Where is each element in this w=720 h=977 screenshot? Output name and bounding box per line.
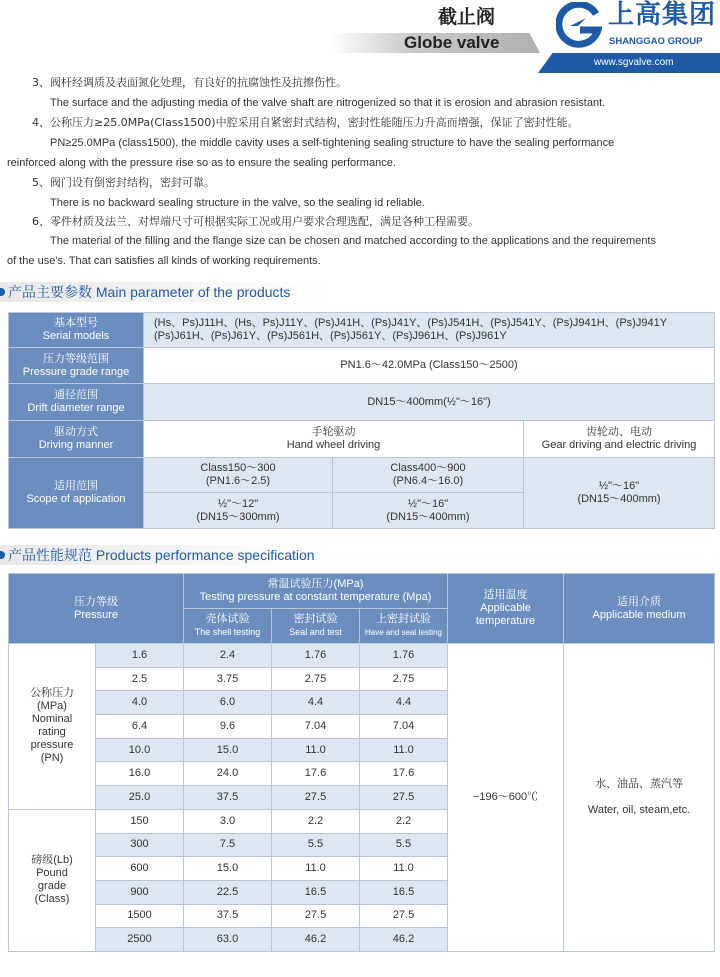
cell: 17.6 (360, 762, 448, 786)
cell: 2.4 (184, 644, 272, 668)
cell: 7.04 (360, 715, 448, 739)
serial-models: (Hs、Ps)J11H、(Hs、Ps)J11Y、(Ps)J41H、(Ps)J41Y、(Ps)J541H、(Ps)J541Y、(Ps)J941H、(Ps)J941Y (Ps)J61H、(Ps)J61Y、(Ps)J561H、(Ps)J561Y、(Ps)J961H、(Ps)J961Y (144, 313, 715, 348)
header-seal: 密封试验 Seal and test (272, 609, 360, 644)
website-url: www.sgvalve.com (594, 57, 674, 68)
shanggao-logo-icon (556, 2, 602, 48)
cell: 46.2 (360, 928, 448, 952)
header-medium: 适用介质 Applicable medium (564, 574, 715, 644)
cell: 7.04 (272, 715, 360, 739)
cell: 27.5 (272, 786, 360, 810)
label-pressure-range: 压力等级范围 Pressure grade range (9, 348, 144, 384)
header-testing: 常温试验压力(MPa) Testing pressure at constant temperature (Mpa) (184, 574, 448, 609)
cell: 150 (96, 809, 184, 833)
cell: 10.0 (96, 738, 184, 762)
table-row (9, 644, 715, 668)
cell: 1.76 (360, 644, 448, 668)
intro-line: There is no backward sealing structure in the valve, so the sealing id reliable. (50, 197, 425, 209)
cell: 1500 (96, 904, 184, 928)
cell: 24.0 (184, 762, 272, 786)
cell: 17.6 (272, 762, 360, 786)
scope-class400: Class400～900 (PN6.4～16.0) (333, 458, 524, 493)
cell: 6.4 (96, 715, 184, 739)
page-title-en: Globe valve (404, 33, 500, 52)
group-nominal-pressure: 公称压力 (MPa) Nominal rating pressure (PN) (9, 644, 96, 810)
header-upper-seal: 上密封试验 Have and seal testing (360, 609, 448, 644)
cell: 27.5 (272, 904, 360, 928)
intro-line: 3、阀杆经调质及表面氮化处理，有良好的抗腐蚀性及抗擦伤性。 (32, 76, 347, 89)
cell: 3.0 (184, 809, 272, 833)
scope-size-1: ½"～12" (DN15～300mm) (144, 493, 333, 529)
pressure-range-value: PN1.6～42.0MPa (Class150～2500) (144, 348, 715, 384)
cell: 4.4 (272, 691, 360, 715)
intro-line: The surface and the adjusting media of the valve shaft are nitrogenized so that it is erosion and abrasion resistant. (50, 97, 606, 109)
cell: 37.5 (184, 904, 272, 928)
header-temperature: 适用温度 Applicable temperature (448, 574, 564, 644)
cell: 1.6 (96, 644, 184, 668)
cell: 11.0 (360, 738, 448, 762)
cell: 16.0 (96, 762, 184, 786)
cell: 2.2 (272, 809, 360, 833)
cell: 16.5 (272, 880, 360, 904)
cell: 11.0 (272, 857, 360, 881)
cell: 63.0 (184, 928, 272, 952)
cell: 25.0 (96, 786, 184, 810)
intro-line: 5、阀门设有倒密封结构，密封可靠。 (32, 176, 215, 189)
cell: 15.0 (184, 857, 272, 881)
intro-line: PN≥25.0MPa (class1500), the middle cavity uses a self-tightening sealing structure to have the sealing performance (50, 137, 615, 149)
cell: 3.75 (184, 667, 272, 691)
intro-line: The material of the filling and the flange size can be chosen and matched according to the applications and the requirements (50, 235, 656, 247)
cell: 9.6 (184, 715, 272, 739)
intro-line: reinforced along with the pressure rise so as to ensure the sealing performance. (7, 157, 396, 169)
cell: 7.5 (184, 833, 272, 857)
logo-text-en: SHANGGAO GROUP (609, 36, 703, 47)
cell: 11.0 (360, 857, 448, 881)
header-pressure: 压力等级 Pressure (9, 574, 184, 644)
scope-size-2: ½"～16" (DN15～400mm) (333, 493, 524, 529)
cell: 27.5 (360, 786, 448, 810)
cell: 15.0 (184, 738, 272, 762)
scope-gear: ½"～16" (DN15～400mm) (524, 458, 715, 529)
cell: 2.75 (272, 667, 360, 691)
cell: 16.5 (360, 880, 448, 904)
cell: 4.4 (360, 691, 448, 715)
drift-value: DN15～400mm(½"～16") (144, 384, 715, 421)
cell: 2500 (96, 928, 184, 952)
label-scope: 适用范围 Scope of application (9, 458, 144, 529)
intro-line: 6、零件材质及法兰、对焊端尺寸可根据实际工况或用户要求合理选配，满足各种工程需要。 (32, 215, 479, 228)
performance-table (8, 573, 715, 952)
cell: 5.5 (360, 833, 448, 857)
intro-line: of the use's. That can satisfies all kinds of working requirements. (7, 255, 321, 267)
label-driving: 驱动方式 Driving manner (9, 421, 144, 458)
cell: 6.0 (184, 691, 272, 715)
section-title-performance: 产品性能规范 Products performance specification (0, 545, 330, 565)
intro-line: 4、公称压力≥25.0MPa(Class1500)中腔采用自紧密封式结构，密封性能随压力升高而增强，保证了密封性能。 (32, 116, 579, 129)
cell: 900 (96, 880, 184, 904)
cell: 600 (96, 857, 184, 881)
section-title-main-params: 产品主要参数 Main parameter of the products (0, 282, 330, 302)
scope-class150: Class150～300 (PN1.6～2.5) (144, 458, 333, 493)
main-params-table (8, 312, 715, 529)
gear-driving: 齿轮动、电动 Gear driving and electric driving (524, 421, 715, 458)
logo-text-cn: 上高集团 (608, 0, 717, 30)
cell: 5.5 (272, 833, 360, 857)
page-title-cn: 截止阀 (438, 6, 496, 28)
cell: 11.0 (272, 738, 360, 762)
cell: 22.5 (184, 880, 272, 904)
header-shell: 壳体试验 The shell testing (184, 609, 272, 644)
label-serial: 基本型号 Serial models (9, 313, 144, 348)
cell: 2.75 (360, 667, 448, 691)
label-drift: 通径范围 Drift diameter range (9, 384, 144, 421)
medium-value: 水、油品、蒸汽等 Water, oil, steam,etc. (564, 644, 715, 952)
cell: 4.0 (96, 691, 184, 715)
cell: 2.2 (360, 809, 448, 833)
hand-wheel-driving: 手轮驱动 Hand wheel driving (144, 421, 524, 458)
cell: 1.76 (272, 644, 360, 668)
temperature-value: −196～600℃ (448, 644, 564, 952)
group-pound-grade: 磅级(Lb) Pound grade (Class) (9, 809, 96, 951)
cell: 46.2 (272, 928, 360, 952)
cell: 27.5 (360, 904, 448, 928)
cell: 2.5 (96, 667, 184, 691)
cell: 300 (96, 833, 184, 857)
cell: 37.5 (184, 786, 272, 810)
